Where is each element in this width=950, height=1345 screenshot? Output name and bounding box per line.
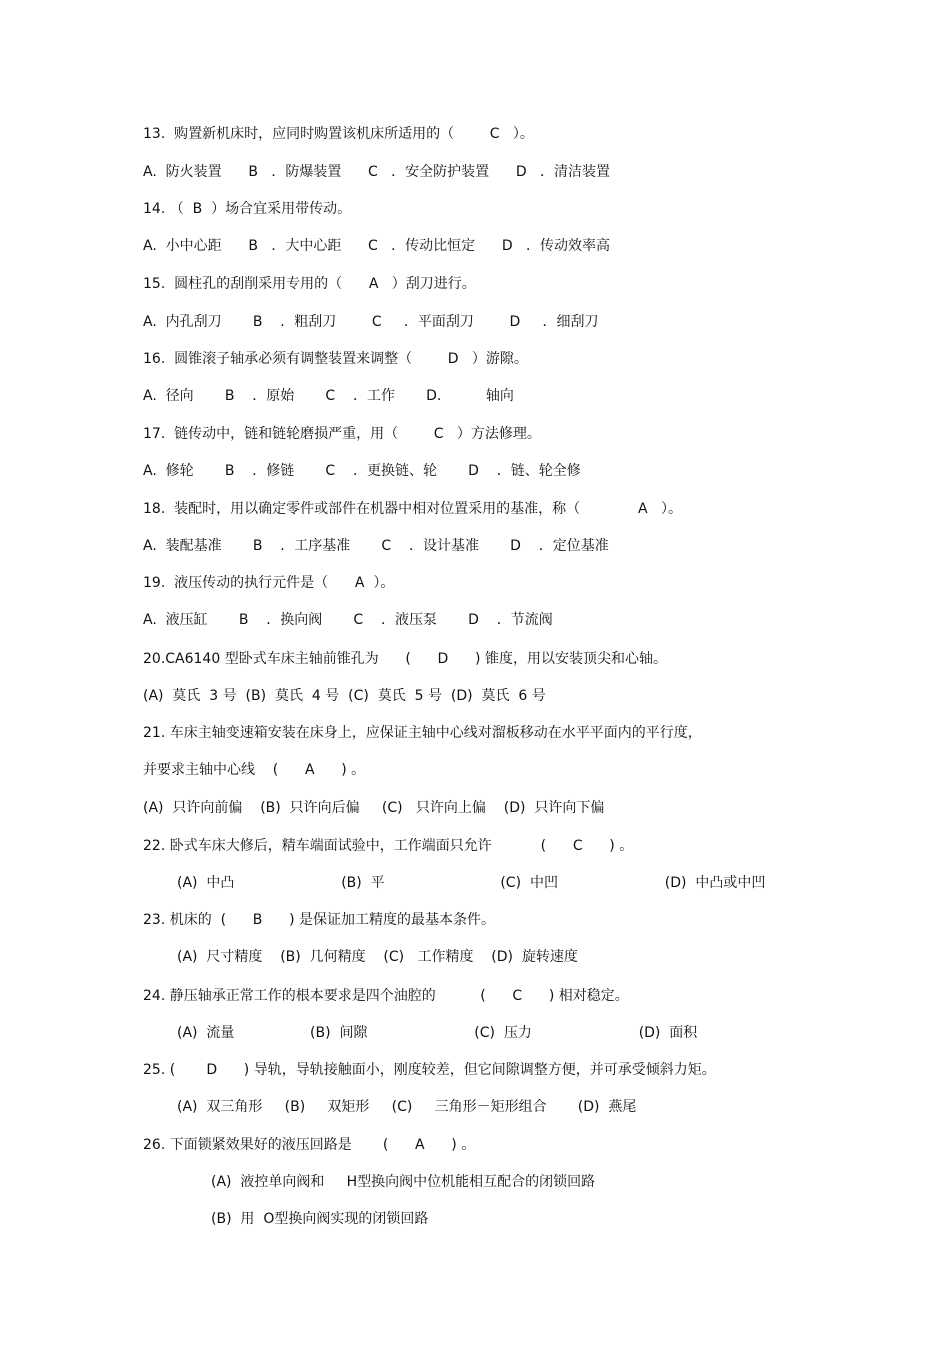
q26-option-a: (A) 液控单向阀和 H型换向阀中位机能相互配合的闭锁回路: [211, 1174, 596, 1190]
q25-options: (A) 双三角形 (B) 双矩形 (C) 三角形－矩形组合 (D) 燕尾: [177, 1099, 637, 1115]
q13-options: A. 防火装置 B ．防爆装置 C ．安全防护装置 D ．清洁装置: [143, 164, 610, 180]
q16-options: A. 径向 B ．原始 C ．工作 D. 轴向: [143, 388, 514, 404]
q15-options: A. 内孔刮刀 B ．粗刮刀 C ．平面刮刀 D ．细刮刀: [143, 314, 599, 330]
q18-text: 18. 装配时，用以确定零件或部件在机器中相对位置采用的基准，称（ A ）。: [143, 501, 682, 517]
q24-text: 24. 静压轴承正常工作的根本要求是四个油腔的 ( C ) 相对稳定。: [143, 988, 629, 1004]
q26-option-b: (B) 用 O型换向阀实现的闭锁回路: [211, 1211, 429, 1227]
q24-options: (A) 流量 (B) 间隙 (C) 压力 (D) 面积: [177, 1025, 698, 1041]
q21-text-line1: 21. 车床主轴变速箱安装在床身上，应保证主轴中心线对溜板移动在水平平面内的平行度，: [143, 725, 702, 741]
q26-text: 26. 下面锁紧效果好的液压回路是 ( A ) 。: [143, 1137, 476, 1153]
q23-text: 23. 机床的 ( B ) 是保证加工精度的最基本条件。: [143, 912, 495, 928]
q19-options: A. 液压缸 B ．换向阀 C ．液压泵 D ．节流阀: [143, 612, 553, 628]
q21-options: (A) 只许向前偏 (B) 只许向后偏 (C) 只许向上偏 (D) 只许向下偏: [143, 800, 605, 816]
q22-text: 22. 卧式车床大修后，精车端面试验中，工作端面只允许 ( C ) 。: [143, 838, 634, 854]
q25-text: 25. ( D ) 导轨，导轨接触面小，刚度较差，但它间隙调整方便，并可承受倾斜力矩。: [143, 1062, 716, 1078]
q17-options: A. 修轮 B ．修链 C ．更换链、轮 D ．链、轮全修: [143, 463, 581, 479]
q18-options: A. 装配基准 B ．工序基准 C ．设计基准 D ．定位基准: [143, 538, 609, 554]
q19-text: 19. 液压传动的执行元件是（ A ）。: [143, 575, 395, 591]
q20-text: 20.CA6140 型卧式车床主轴前锥孔为 ( D ) 锥度，用以安装顶尖和心轴。: [143, 651, 667, 667]
q14-text: 14. （ B ）场合宜采用带传动。: [143, 201, 352, 217]
q16-text: 16. 圆锥滚子轴承必须有调整装置来调整（ D ）游隙。: [143, 351, 528, 367]
q21-text-line2: 并要求主轴中心线 ( A ) 。: [143, 762, 366, 778]
q17-text: 17. 链传动中，链和链轮磨损严重，用（ C ）方法修理。: [143, 426, 541, 442]
q14-options: A. 小中心距 B ．大中心距 C ．传动比恒定 D ．传动效率高: [143, 238, 610, 254]
q20-options: (A) 莫氏 3 号 (B) 莫氏 4 号 (C) 莫氏 5 号 (D) 莫氏 6 号: [143, 688, 546, 704]
q15-text: 15. 圆柱孔的刮削采用专用的（ A ）刮刀进行。: [143, 276, 476, 292]
q13-text: 13. 购置新机床时，应同时购置该机床所适用的（ C ）。: [143, 126, 534, 142]
q22-options: (A) 中凸 (B) 平 (C) 中凹 (D) 中凸或中凹: [177, 875, 766, 891]
q23-options: (A) 尺寸精度 (B) 几何精度 (C) 工作精度 (D) 旋转速度: [177, 949, 578, 965]
